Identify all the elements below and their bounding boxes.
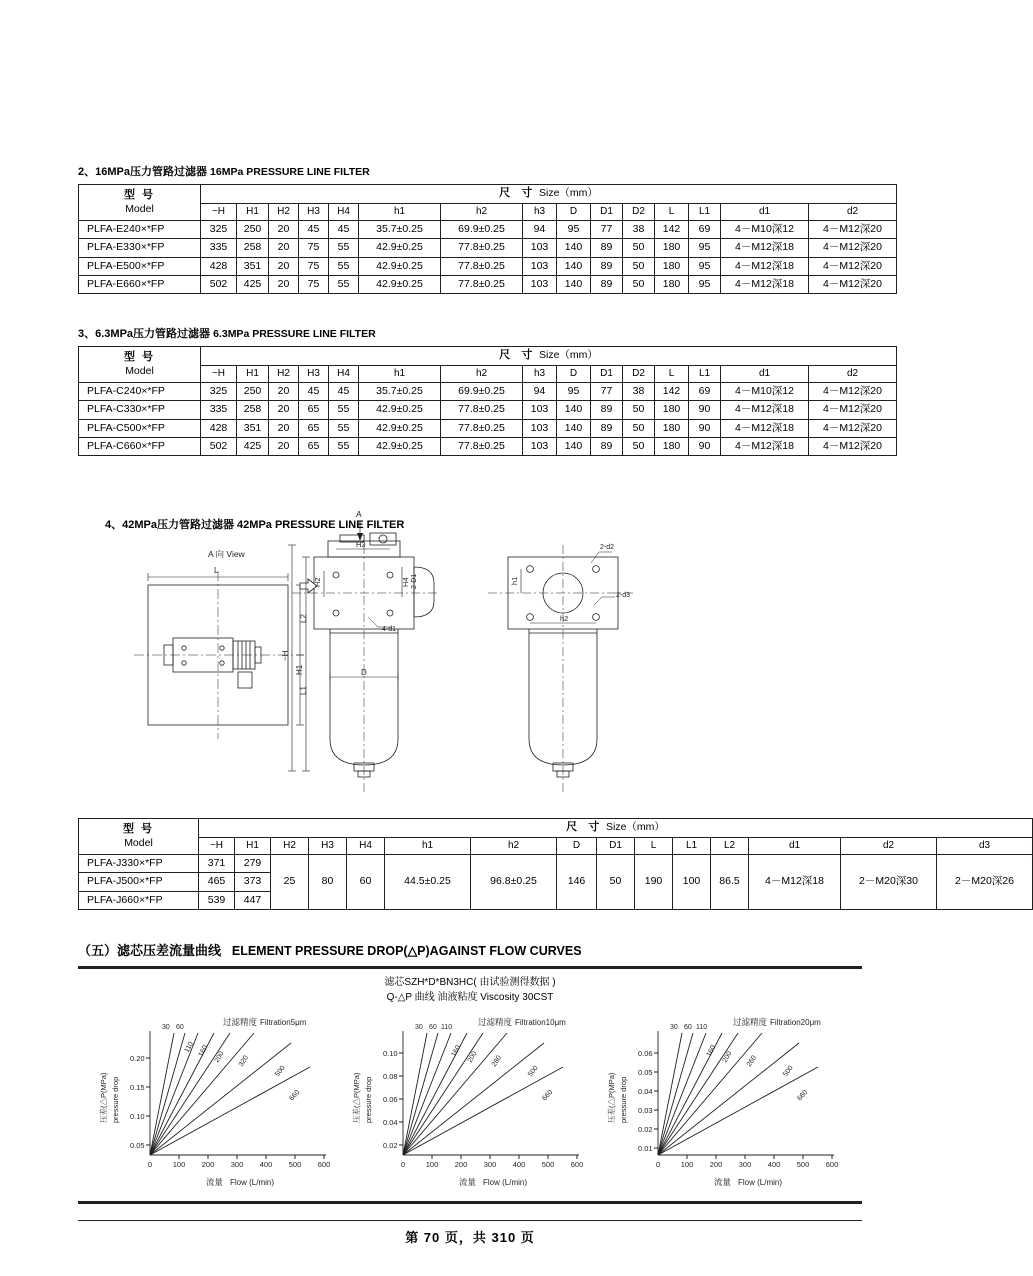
table-16mpa bbox=[78, 184, 897, 294]
svg-text:160: 160 bbox=[705, 1044, 718, 1058]
svg-text:660: 660 bbox=[288, 1088, 302, 1103]
table-16mpa-header-model: 型 号 Model bbox=[79, 185, 201, 221]
svg-text:0.10: 0.10 bbox=[383, 1049, 398, 1058]
table-16mpa-header-size: 尺 寸 Size（mm） bbox=[201, 185, 897, 204]
chart2-xlabel-en: Flow (L/min) bbox=[483, 1178, 528, 1187]
section-63mpa-title-cn: 3、6.3MPa压力管路过滤器 bbox=[78, 328, 211, 340]
chart1-title-en: Filtration5μm bbox=[260, 1018, 307, 1027]
view-label: A 向 View bbox=[208, 549, 245, 559]
section-42mpa-title-cn: 4、42MPa压力管路过滤器 bbox=[105, 519, 234, 531]
col-d1: D1 bbox=[591, 203, 623, 221]
svg-text:500: 500 bbox=[274, 1064, 287, 1079]
svg-text:0.05: 0.05 bbox=[130, 1141, 145, 1150]
svg-text:500: 500 bbox=[527, 1064, 540, 1079]
col-dd1: d1 bbox=[721, 203, 809, 221]
cell-model: PLFA-E500×*FP bbox=[79, 257, 201, 275]
svg-text:400: 400 bbox=[767, 1160, 781, 1169]
chart1-xlabel-en: Flow (L/min) bbox=[230, 1178, 275, 1187]
section-63mpa bbox=[78, 325, 882, 456]
table-42mpa-column-headers: ~H H1 H2 H3 H4 h1 h2 D D1 L L1 L2 d1 d2 d3 bbox=[79, 837, 1033, 855]
svg-text:400: 400 bbox=[512, 1160, 526, 1169]
svg-text:0.04: 0.04 bbox=[383, 1118, 398, 1127]
col-lh3: h3 bbox=[523, 203, 557, 221]
svg-text:110: 110 bbox=[696, 1024, 708, 1031]
section-63mpa-title-en: 6.3MPa PRESSURE LINE FILTER bbox=[213, 328, 376, 340]
svg-text:30: 30 bbox=[415, 1024, 423, 1031]
curves-box bbox=[78, 966, 862, 1204]
svg-text:H2: H2 bbox=[313, 577, 322, 587]
chart1-title-cn: 过滤精度 bbox=[223, 1017, 258, 1027]
col-d: D bbox=[557, 203, 591, 221]
col-dd2: d2 bbox=[809, 203, 897, 221]
section-16mpa bbox=[78, 163, 882, 294]
svg-text:2-d2: 2-d2 bbox=[600, 544, 615, 551]
cell-model: PLFA-E660×*FP bbox=[79, 275, 201, 293]
svg-text:660: 660 bbox=[796, 1088, 810, 1103]
cell-model: PLFA-J330×*FP bbox=[79, 855, 199, 873]
svg-text:0.01: 0.01 bbox=[638, 1144, 653, 1153]
svg-text:110: 110 bbox=[441, 1024, 453, 1031]
svg-text:0.05: 0.05 bbox=[638, 1068, 653, 1077]
svg-text:0: 0 bbox=[147, 1160, 153, 1169]
cell-model: PLFA-C660×*FP bbox=[79, 437, 201, 455]
svg-text:0: 0 bbox=[400, 1160, 406, 1169]
page-number: 第 70 页，共 310 页 bbox=[405, 1230, 535, 1245]
chart1-ylabel-en: pressure drop bbox=[111, 1076, 120, 1123]
table-42mpa-header-model: 型 号 Model bbox=[79, 819, 199, 855]
curves-note-2: Q-△P 曲线 油液粘度 Viscosity 30CST bbox=[386, 992, 554, 1003]
svg-text:0.04: 0.04 bbox=[638, 1087, 653, 1096]
svg-text:500: 500 bbox=[541, 1160, 555, 1169]
technical-drawings bbox=[78, 505, 862, 805]
svg-text:400: 400 bbox=[259, 1160, 273, 1169]
col-h2: H2 bbox=[269, 203, 299, 221]
section-63mpa-title bbox=[78, 325, 862, 341]
svg-text:100: 100 bbox=[172, 1160, 186, 1169]
svg-text:D: D bbox=[361, 668, 367, 677]
chart3-title-cn: 过滤精度 bbox=[733, 1017, 768, 1027]
chart2-title-en: Filtration10μm bbox=[515, 1018, 566, 1027]
svg-text:A: A bbox=[356, 509, 362, 519]
svg-text:160: 160 bbox=[197, 1044, 210, 1058]
table-row: PLFA-C660×*FP 502 425 20 65 55 42.9±0.25 77.8±0.25 103 140 89 50 180 90 4－M12深18 4－M12深20 bbox=[79, 437, 897, 455]
col-h1: H1 bbox=[237, 203, 269, 221]
svg-text:280: 280 bbox=[490, 1054, 504, 1069]
table-row: PLFA-E330×*FP 335 258 20 75 55 42.9±0.25 77.8±0.25 103 140 89 50 180 95 4－M12深18 4－M12深20 bbox=[79, 239, 897, 257]
svg-text:L1: L1 bbox=[299, 686, 308, 695]
svg-text:320: 320 bbox=[237, 1054, 251, 1069]
svg-text:0.03: 0.03 bbox=[638, 1106, 653, 1115]
svg-text:300: 300 bbox=[230, 1160, 244, 1169]
chart3-ylabel-cn: 压差(△P(MPa) bbox=[607, 1072, 616, 1123]
svg-text:0.15: 0.15 bbox=[130, 1083, 145, 1092]
table-42mpa-wrap bbox=[78, 818, 1014, 910]
section-16mpa-title bbox=[78, 163, 862, 179]
svg-text:200: 200 bbox=[721, 1050, 734, 1064]
table-row: PLFA-J500×*FP 465 373 bbox=[79, 873, 1033, 891]
col-lh2: h2 bbox=[441, 203, 523, 221]
svg-text:200: 200 bbox=[201, 1160, 215, 1169]
col-h: ~H bbox=[201, 203, 237, 221]
svg-text:L2: L2 bbox=[299, 614, 308, 623]
curves-heading-en: ELEMENT PRESSURE DROP(△P)AGAINST FLOW CURVES bbox=[231, 944, 582, 958]
svg-text:H4: H4 bbox=[401, 577, 410, 587]
svg-text:100: 100 bbox=[425, 1160, 439, 1169]
svg-text:0.02: 0.02 bbox=[383, 1141, 398, 1150]
curves-note-1: 滤芯SZH*D*BN3HC( 由试验测得数据 ) bbox=[384, 977, 556, 988]
chart3-xlabel-cn: 流量 bbox=[714, 1177, 732, 1187]
svg-text:H1: H1 bbox=[295, 664, 304, 675]
svg-text:660: 660 bbox=[541, 1088, 555, 1103]
svg-text:500: 500 bbox=[796, 1160, 810, 1169]
svg-text:0.10: 0.10 bbox=[130, 1112, 145, 1121]
chart3-xlabel-en: Flow (L/min) bbox=[738, 1178, 783, 1187]
cell-model: PLFA-C500×*FP bbox=[79, 419, 201, 437]
svg-text:2-d3: 2-d3 bbox=[616, 592, 631, 599]
col-l: L bbox=[655, 203, 689, 221]
svg-text:0.08: 0.08 bbox=[383, 1072, 398, 1081]
col-lh1: h1 bbox=[359, 203, 441, 221]
table-row: PLFA-E660×*FP 502 425 20 75 55 42.9±0.25 77.8±0.25 103 140 89 50 180 95 4－M12深18 4－M12深20 bbox=[79, 275, 897, 293]
table-row: PLFA-J330×*FP 371 279 25 80 60 44.5±0.25 96.8±0.25 146 50 190 100 86.5 4－M12深18 2－M20深30 2－M20深26 bbox=[79, 855, 1033, 873]
chart2-xlabel-cn: 流量 bbox=[459, 1177, 477, 1187]
svg-text:4-d1: 4-d1 bbox=[382, 626, 397, 633]
svg-text:300: 300 bbox=[738, 1160, 752, 1169]
table-42mpa bbox=[78, 818, 1033, 910]
svg-text:0: 0 bbox=[655, 1160, 661, 1169]
svg-text:2-D1: 2-D1 bbox=[411, 573, 418, 589]
svg-text:60: 60 bbox=[429, 1024, 437, 1031]
cell-model: PLFA-E240×*FP bbox=[79, 221, 201, 239]
svg-text:500: 500 bbox=[288, 1160, 302, 1169]
svg-text:L: L bbox=[214, 566, 219, 575]
table-42mpa-header-size: 尺 寸 Size（mm） bbox=[199, 819, 1033, 838]
svg-text:300: 300 bbox=[483, 1160, 497, 1169]
table-16mpa-column-headers bbox=[79, 203, 897, 221]
chart2-ylabel-en: pressure drop bbox=[364, 1076, 373, 1123]
curves-heading bbox=[78, 940, 868, 959]
curves-svg bbox=[78, 1005, 862, 1195]
section-16mpa-title-en: 16MPa PRESSURE LINE FILTER bbox=[210, 166, 370, 178]
section-42mpa-title-en: 42MPa PRESSURE LINE FILTER bbox=[237, 519, 405, 531]
svg-text:100: 100 bbox=[680, 1160, 694, 1169]
svg-text:H3: H3 bbox=[356, 540, 366, 549]
svg-text:160: 160 bbox=[450, 1044, 463, 1058]
svg-text:600: 600 bbox=[317, 1160, 331, 1169]
chart1-ylabel-cn: 压差(△P(MPa) bbox=[99, 1072, 108, 1123]
table-63mpa-header-size: 尺 寸 Size（mm） bbox=[201, 347, 897, 366]
chart1-xlabel-cn: 流量 bbox=[206, 1177, 224, 1187]
col-l1: L1 bbox=[689, 203, 721, 221]
table-row: PLFA-C240×*FP 325 250 20 45 45 35.7±0.25 69.9±0.25 94 95 77 38 142 69 4－M10深12 4－M12深20 bbox=[79, 383, 897, 401]
table-row: PLFA-C330×*FP 335 258 20 65 55 42.9±0.25 77.8±0.25 103 140 89 50 180 90 4－M12深18 4－M12深20 bbox=[79, 401, 897, 419]
svg-text:60: 60 bbox=[684, 1024, 692, 1031]
svg-text:0.02: 0.02 bbox=[638, 1125, 653, 1134]
table-row: PLFA-E240×*FP 325 250 20 45 45 35.7±0.25 69.9±0.25 94 95 77 38 142 69 4－M10深12 4－M12深20 bbox=[79, 221, 897, 239]
section-16mpa-title-cn: 2、16MPa压力管路过滤器 bbox=[78, 166, 207, 178]
table-row: PLFA-J660×*FP 539 447 bbox=[79, 891, 1033, 909]
chart2-ylabel-cn: 压差(△P(MPa) bbox=[352, 1072, 361, 1123]
svg-text:0.06: 0.06 bbox=[383, 1095, 398, 1104]
table-63mpa-column-headers: ~H H1 H2 H3 H4 h1 h2 h3 D D1 D2 L L1 d1 d2 bbox=[79, 365, 897, 383]
cell-model: PLFA-C330×*FP bbox=[79, 401, 201, 419]
table-row: PLFA-C500×*FP 428 351 20 65 55 42.9±0.25 77.8±0.25 103 140 89 50 180 90 4－M12深18 4－M12深20 bbox=[79, 419, 897, 437]
svg-text:110: 110 bbox=[183, 1040, 196, 1054]
col-h3: H3 bbox=[299, 203, 329, 221]
svg-text:h2: h2 bbox=[560, 614, 569, 623]
table-63mpa-header-model: 型 号 Model bbox=[79, 347, 201, 383]
svg-text:600: 600 bbox=[825, 1160, 839, 1169]
svg-text:~H: ~H bbox=[281, 650, 290, 661]
svg-text:60: 60 bbox=[176, 1024, 184, 1031]
svg-text:200: 200 bbox=[454, 1160, 468, 1169]
svg-text:260: 260 bbox=[745, 1054, 759, 1069]
cell-model: PLFA-J500×*FP bbox=[79, 873, 199, 891]
svg-text:30: 30 bbox=[162, 1024, 170, 1031]
cell-model: PLFA-E330×*FP bbox=[79, 239, 201, 257]
page-footer bbox=[0, 1220, 940, 1246]
curves-note bbox=[78, 969, 862, 1005]
table-63mpa bbox=[78, 346, 897, 456]
cell-model: PLFA-J660×*FP bbox=[79, 891, 199, 909]
chart2-title-cn: 过滤精度 bbox=[478, 1017, 513, 1027]
curves-heading-cn: （五）滤芯压差流量曲线 bbox=[78, 943, 222, 958]
svg-text:0.20: 0.20 bbox=[130, 1054, 145, 1063]
svg-text:30: 30 bbox=[670, 1024, 678, 1031]
svg-text:0.06: 0.06 bbox=[638, 1049, 653, 1058]
col-d2: D2 bbox=[623, 203, 655, 221]
chart3-title-en: Filtration20μm bbox=[770, 1018, 821, 1027]
table-row: PLFA-E500×*FP 428 351 20 75 55 42.9±0.25 77.8±0.25 103 140 89 50 180 95 4－M12深18 4－M12深20 bbox=[79, 257, 897, 275]
col-h4: H4 bbox=[329, 203, 359, 221]
svg-text:600: 600 bbox=[570, 1160, 584, 1169]
svg-text:500: 500 bbox=[782, 1064, 795, 1079]
svg-text:h1: h1 bbox=[510, 576, 519, 585]
chart3-ylabel-en: pressure drop bbox=[619, 1076, 628, 1123]
svg-text:200: 200 bbox=[213, 1050, 226, 1064]
svg-text:200: 200 bbox=[709, 1160, 723, 1169]
cell-model: PLFA-C240×*FP bbox=[79, 383, 201, 401]
svg-text:200: 200 bbox=[466, 1050, 479, 1064]
drawing-svg bbox=[78, 505, 862, 805]
